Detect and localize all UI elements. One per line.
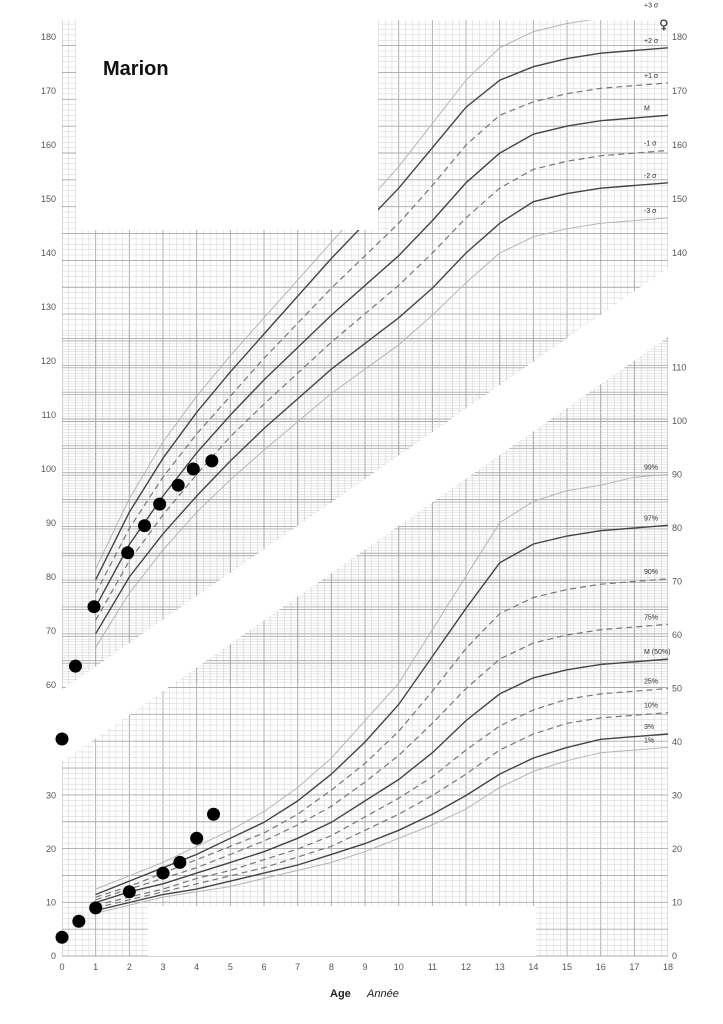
- female-symbol-icon: ♀: [659, 18, 669, 33]
- weight-curve-label-1: 97%: [644, 515, 659, 523]
- height-y-tick-left: 110: [41, 410, 56, 420]
- height-y-tick-left: 90: [45, 518, 56, 528]
- height-y-tick-right: 150: [672, 194, 688, 204]
- x-tick-label: 1: [93, 962, 99, 972]
- height-y-tick-left: 60: [45, 680, 56, 690]
- weight-curve-label-6: 10%: [644, 702, 659, 710]
- height-y-tick-right: 140: [672, 248, 688, 258]
- weight-y-tick-right: 0: [672, 951, 678, 961]
- height-y-tick-left: 100: [40, 464, 56, 474]
- height-measurement-point: [172, 479, 185, 492]
- weight-measurement-point: [123, 885, 136, 898]
- weight-measurement-point: [190, 832, 203, 845]
- height-measurement-point: [121, 546, 134, 559]
- weight-y-tick-right: 70: [672, 576, 683, 587]
- height-measurement-point: [138, 519, 151, 532]
- height-measurement-point: [56, 733, 69, 746]
- weight-y-tick-right: 10: [672, 897, 683, 908]
- x-tick-label: 15: [562, 962, 573, 972]
- height-curve-label-5: -2 σ: [644, 172, 657, 180]
- x-tick-label: 16: [595, 962, 606, 972]
- height-y-tick-right: 160: [672, 140, 688, 150]
- weight-y-tick-right: 100: [672, 416, 688, 426]
- weight-measurement-point: [89, 901, 102, 914]
- x-tick-label: 3: [160, 962, 166, 972]
- weight-curve-label-5: 25%: [644, 678, 659, 686]
- name-cover-box: [76, 18, 378, 230]
- height-y-tick-left: 160: [40, 140, 56, 150]
- weight-curve-label-2: 90%: [644, 568, 659, 576]
- weight-y-tick-left: 10: [45, 897, 56, 908]
- x-tick-label: 0: [59, 962, 65, 972]
- height-curve-label-3: M: [644, 105, 650, 113]
- x-tick-label: 13: [494, 962, 505, 972]
- x-tick-label: 11: [427, 962, 438, 972]
- height-y-tick-left: 70: [45, 626, 56, 636]
- height-curve-label-2: +1 σ: [644, 72, 659, 80]
- height-measurement-point: [187, 463, 200, 476]
- height-curve-label-1: +2 σ: [644, 37, 659, 45]
- weight-measurement-point: [173, 856, 186, 869]
- height-curve-label-4: -1 σ: [644, 140, 657, 148]
- weight-y-tick-right: 50: [672, 683, 683, 694]
- x-tick-label: 17: [629, 962, 640, 972]
- height-measurement-point: [153, 498, 166, 511]
- x-tick-label: 6: [261, 962, 267, 972]
- weight-y-tick-right: 30: [672, 790, 683, 801]
- weight-y-tick-left: 20: [45, 844, 56, 854]
- bottom-cover-box: [148, 906, 536, 956]
- height-y-tick-left: 120: [40, 356, 56, 366]
- x-tick-label: 10: [393, 962, 404, 972]
- weight-y-tick-right: 90: [672, 469, 683, 480]
- weight-y-tick-right: 80: [672, 523, 683, 533]
- x-axis-label: Age: [330, 988, 351, 1000]
- weight-curve-label-7: 3%: [644, 724, 655, 731]
- weight-measurement-point: [157, 867, 170, 880]
- weight-curve-7: [96, 734, 668, 911]
- weight-curve-label-8: 1%: [644, 737, 655, 745]
- weight-reference-curves: [96, 475, 671, 914]
- weight-y-tick-left: 30: [45, 790, 56, 801]
- x-tick-label: 2: [126, 962, 132, 972]
- height-y-tick-left: 140: [40, 248, 56, 258]
- height-measurement-point: [69, 660, 82, 673]
- weight-y-tick-right: 60: [672, 630, 683, 640]
- weight-y-tick-right: 20: [672, 844, 683, 854]
- patient-name: Marion: [103, 58, 169, 80]
- x-tick-label: 12: [461, 962, 472, 972]
- x-tick-label: 14: [528, 962, 539, 972]
- x-tick-label: 5: [227, 962, 233, 972]
- weight-measurement-point: [72, 915, 85, 928]
- height-measurement-point: [87, 600, 100, 613]
- x-tick-label: 7: [295, 962, 301, 972]
- weight-measurement-point: [207, 808, 220, 821]
- height-y-tick-left: 150: [40, 194, 56, 204]
- x-tick-label: 9: [362, 962, 368, 972]
- height-y-tick-right: 180: [672, 32, 688, 42]
- weight-curve-1: [96, 525, 671, 894]
- weight-curve-label-3: 75%: [644, 614, 659, 622]
- weight-measurement-point: [56, 931, 69, 944]
- height-y-tick-left: 170: [40, 86, 56, 96]
- weight-y-tick-left: 0: [50, 951, 56, 961]
- height-measurement-point: [205, 454, 218, 467]
- weight-curve-label-0: 99%: [644, 464, 659, 472]
- x-tick-label: 8: [328, 962, 334, 972]
- x-tick-label: 4: [194, 962, 200, 972]
- height-y-tick-left: 130: [40, 302, 56, 312]
- height-y-tick-right: 170: [672, 86, 688, 96]
- height-y-tick-left: 180: [40, 32, 56, 42]
- height-curve-label-0: +3 σ: [644, 2, 659, 10]
- weight-y-tick-right: 40: [672, 737, 683, 747]
- x-axis-label-secondary: Année: [367, 988, 399, 1000]
- weight-curve-8: [96, 747, 668, 913]
- weight-y-tick-right: 110: [672, 362, 687, 373]
- x-tick-label: 18: [663, 962, 674, 972]
- height-curve-label-6: -3 σ: [644, 207, 657, 215]
- weight-curve-label-4: M (50%): [644, 649, 671, 657]
- height-y-tick-left: 80: [45, 572, 56, 582]
